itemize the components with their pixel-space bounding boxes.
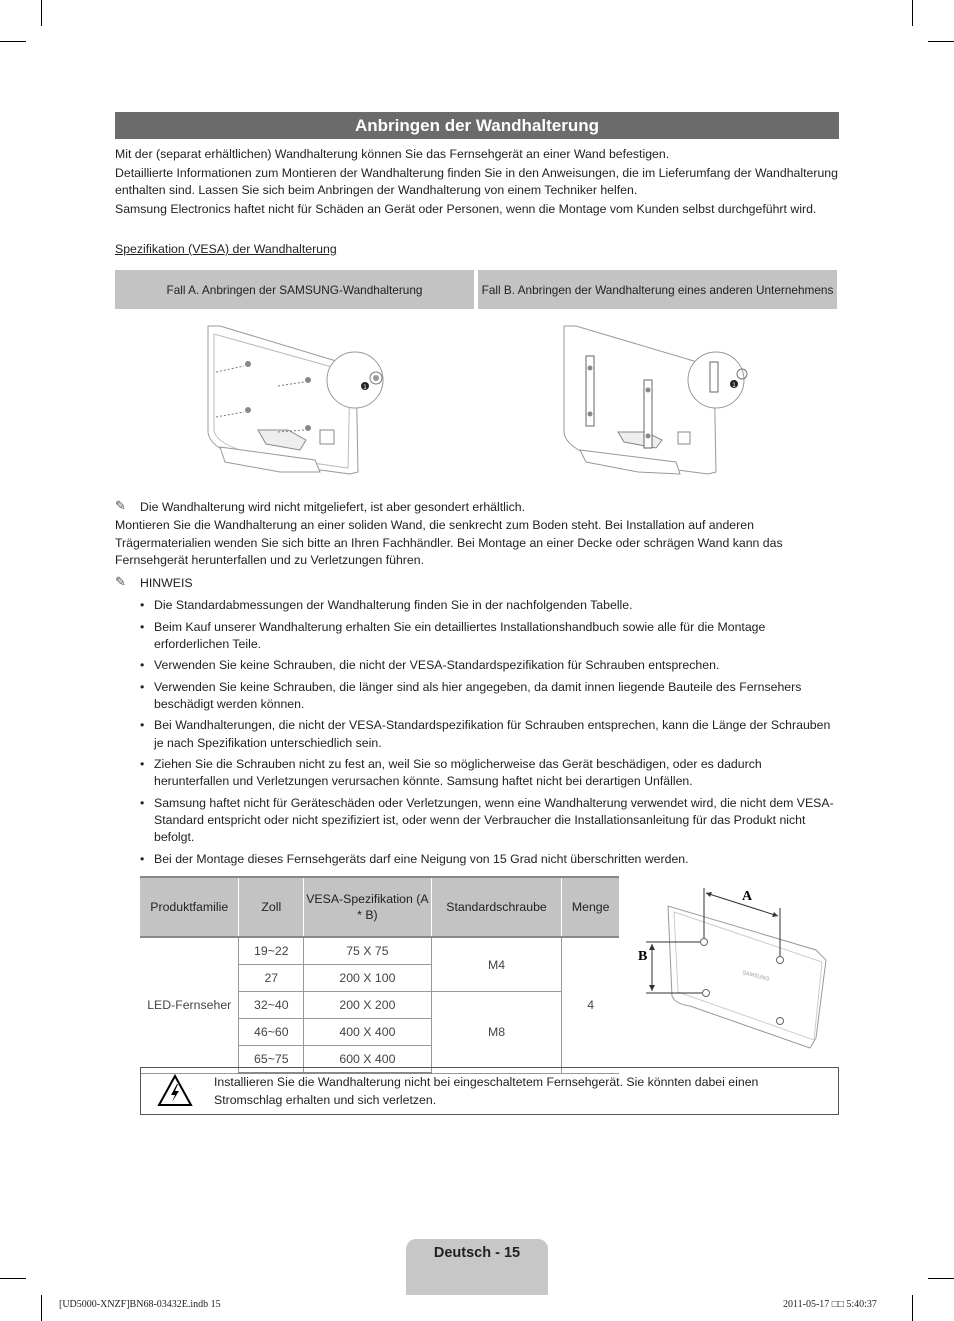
list-item: • Ziehen Sie die Schrauben nicht zu fest an, weil Sie so möglicherweise das Gerät beschädigen, oder es dadurch herunterfallen und Verletzungen verursachen könnte. Samsung haftet nicht bei derartigen Unfällen.: [140, 756, 840, 790]
zoll-cell: 65~75: [239, 1046, 304, 1074]
warning-text: Installieren Sie die Wandhalterung nicht bei eingeschaltetem Fernsehgerät. Sie könnten dabei einen Stromschlag erhalten und sich verletzen.: [214, 1075, 759, 1107]
mount-text: Montieren Sie die Wandhalterung an einer soliden Wand, die senkrecht zum Boden steht. Bei Installation auf anderen Trägermaterialien wenden Sie sich bitte an Ihren Fachhändler. Bei Montage an einer Decke oder schrägen Wand kann das Fernsehgerät herunterfallen und zu Verletzungen führen.: [115, 518, 783, 567]
section-title: Anbringen der Wandhalterung: [115, 112, 839, 139]
table-header: VESA-Spezifikation (A * B): [304, 877, 431, 937]
vesa-cell: 600 X 400: [304, 1046, 431, 1074]
zoll-cell: 46~60: [239, 1019, 304, 1046]
dim-a-label: A: [742, 889, 753, 904]
intro-paragraph: Mit der (separat erhältlichen) Wandhalterung können Sie das Fernsehgerät an einer Wand befestigen.: [115, 147, 670, 161]
pencil-note-icon: ✎: [115, 574, 126, 589]
vesa-cell: 75 X 75: [304, 937, 431, 965]
notes-list: [140, 597, 840, 872]
intro-text: [115, 146, 840, 218]
vesa-dimension-diagram: [630, 878, 840, 1058]
intro-paragraph: Samsung Electronics haftet nicht für Schäden an Gerät oder Personen, wenn die Montage vom Kunden selbst durchgeführt wird.: [115, 201, 817, 216]
zoll-cell: 32~40: [239, 992, 304, 1019]
vesa-table: [140, 876, 619, 1074]
table-header: Produktfamilie: [140, 877, 239, 937]
note-supplied: Die Wandhalterung wird nicht mitgeliefert, ist aber gesondert erhältlich.: [140, 500, 526, 514]
tv-samsung-mount-illustration: [200, 322, 410, 482]
table-row: [140, 937, 619, 965]
list-item: • Verwenden Sie keine Schrauben, die länger sind als hier angegeben, da damit innen liegende Bauteile des Fernsehers beschädigt werden können.: [140, 679, 840, 713]
case-a-header: Fall A. Anbringen der SAMSUNG-Wandhalterung: [115, 270, 474, 309]
language-label: Deutsch -: [433, 1245, 504, 1261]
family-cell: LED-Fernseher: [140, 937, 239, 1073]
print-date: 2011-05-17 □□ 5:40:37: [783, 1299, 877, 1310]
vesa-cell: 400 X 400: [304, 1019, 431, 1046]
case-b-header: Fall B. Anbringen der Wandhalterung eines anderen Unternehmens: [478, 270, 837, 309]
crop-mark: [0, 1278, 26, 1279]
zoll-cell: 19~22: [239, 937, 304, 965]
screw-cell: M4: [431, 937, 562, 992]
list-item: • Verwenden Sie keine Schrauben, die nicht der VESA-Standardspezifikation für Schrauben entsprechen.: [140, 657, 840, 674]
list-item: • Beim Kauf unserer Wandhalterung erhalten Sie ein detailliertes Installationshandbuch sowie alle für die Montage erforderlichen Teile.: [140, 619, 840, 653]
vesa-cell: 200 X 100: [304, 965, 431, 992]
screw-cell: M8: [431, 992, 562, 1074]
crop-mark: [912, 1295, 913, 1321]
table-header-row: [140, 877, 619, 937]
page-number: 15: [503, 1245, 521, 1261]
svg-text:1: 1: [363, 384, 367, 391]
table-header: Standardschraube: [431, 877, 562, 937]
intro-paragraph: Detaillierte Informationen zum Montieren der Wandhalterung finden Sie in den Anweisungen, die im Lieferumfang der Wandhalterung enthalten sind. Lassen Sie sich beim Anbringen der Wandhalterung von einem Techniker helfen.: [115, 165, 838, 197]
list-item: • Samsung haftet nicht für Geräteschäden oder Verletzungen, wenn eine Wandhalterung verwendet wird, die nicht dem VESA-Standard entspricht oder nicht spezifiziert ist, oder wenn der Verbraucher die Installationsanleitung für das Produkt nicht befolgt.: [140, 795, 840, 847]
file-info: [UD5000-XNZF]BN68-03432E.indb 15: [59, 1299, 221, 1310]
spec-heading: Spezifikation (VESA) der Wandhalterung: [115, 242, 337, 256]
hinweis-label: HINWEIS: [140, 576, 193, 590]
crop-mark: [928, 1278, 954, 1279]
tv-other-mount-illustration: [558, 322, 768, 492]
warning-box: [140, 1067, 839, 1115]
zoll-cell: 27: [239, 965, 304, 992]
svg-text:1: 1: [732, 382, 736, 389]
vesa-cell: 200 X 200: [304, 992, 431, 1019]
crop-mark: [41, 1295, 42, 1321]
list-item: • Bei der Montage dieses Fernsehgeräts darf eine Neigung von 15 Grad nicht überschritten werden.: [140, 851, 840, 868]
brand-logo: SAMSUNG: [741, 970, 770, 983]
table-header: Menge: [562, 877, 619, 937]
crop-mark: [928, 41, 954, 42]
list-item: • Bei Wandhalterungen, die nicht der VESA-Standardspezifikation für Schrauben entsprechen, kann die Länge der Schrauben je nach Spezifikation unterschiedlich sein.: [140, 717, 840, 751]
quantity-cell: 4: [562, 937, 619, 1073]
table-header: Zoll: [239, 877, 304, 937]
crop-mark: [41, 0, 42, 26]
crop-mark: [0, 41, 26, 42]
electric-shock-warning-icon: [157, 1074, 193, 1108]
crop-mark: [912, 0, 913, 26]
pencil-note-icon: ✎: [115, 498, 126, 513]
dim-b-label: B: [638, 949, 648, 964]
page-number-tab: [406, 1239, 548, 1295]
list-item: • Die Standardabmessungen der Wandhalterung finden Sie in der nachfolgenden Tabelle.: [140, 597, 840, 614]
